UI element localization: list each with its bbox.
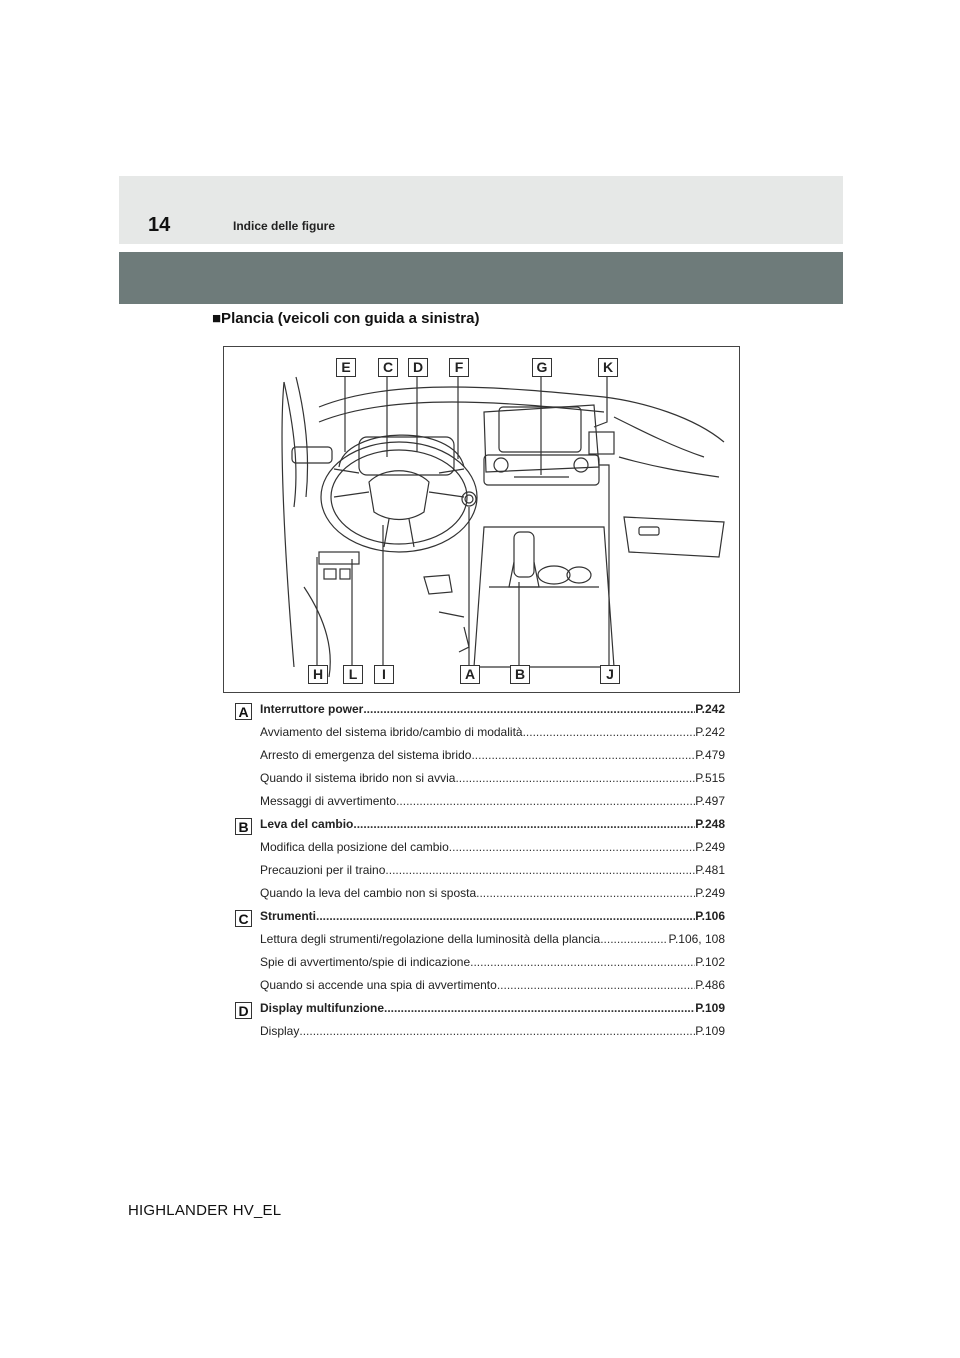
entry-sub-row bbox=[260, 794, 725, 817]
callout-D: D bbox=[408, 358, 428, 377]
entry-sub-row bbox=[260, 863, 725, 886]
entry-page-ref[interactable]: P.106, 108 bbox=[668, 932, 725, 946]
entry-page-ref[interactable]: P.242 bbox=[695, 725, 725, 739]
entry-group bbox=[235, 817, 725, 909]
entry-sub-row bbox=[260, 886, 725, 909]
entry-text: Quando la leva del cambio non si sposta bbox=[260, 886, 477, 900]
entry-group bbox=[235, 702, 725, 817]
leader-dots bbox=[353, 817, 695, 831]
entry-text: Leva del cambio bbox=[260, 817, 354, 831]
entry-key-label: A bbox=[235, 703, 252, 720]
entry-text: Quando il sistema ibrido non si avvia bbox=[260, 771, 456, 785]
leader-dots bbox=[299, 1024, 695, 1038]
entry-page-ref[interactable]: P.515 bbox=[695, 771, 725, 785]
entry-text: Precauzioni per il traino bbox=[260, 863, 386, 877]
entry-text: Lettura degli strumenti/regolazione della luminosità della plancia bbox=[260, 932, 601, 946]
entry-sub-row bbox=[260, 840, 725, 863]
leader-dots bbox=[316, 909, 695, 923]
entry-page-ref[interactable]: P.242 bbox=[695, 702, 725, 716]
entry-text: Spie di avvertimento/spie di indicazione bbox=[260, 955, 471, 969]
callout-L: L bbox=[343, 665, 363, 684]
entry-page-ref[interactable]: P.249 bbox=[695, 886, 725, 900]
entry-text: Display bbox=[260, 1024, 300, 1038]
entry-sub-row bbox=[260, 1024, 725, 1047]
dashboard-illustration bbox=[223, 346, 740, 693]
leader-dots bbox=[396, 794, 695, 808]
entry-sub-row bbox=[260, 955, 725, 978]
entry-sub-row bbox=[260, 978, 725, 1001]
leader-dots bbox=[497, 978, 695, 992]
callout-B: B bbox=[510, 665, 530, 684]
leader-dots bbox=[384, 1001, 695, 1015]
header-dark-band bbox=[119, 252, 843, 304]
entry-main-row bbox=[260, 817, 725, 840]
entry-sub-row bbox=[260, 725, 725, 748]
entry-main-row bbox=[260, 702, 725, 725]
header-title: Indice delle figure bbox=[233, 219, 336, 233]
leader-dots bbox=[385, 863, 695, 877]
callout-A: A bbox=[460, 665, 480, 684]
callout-C: C bbox=[378, 358, 398, 377]
entry-page-ref[interactable]: P.249 bbox=[695, 840, 725, 854]
leader-dots bbox=[363, 702, 695, 716]
entry-text: Avviamento del sistema ibrido/cambio di modalità bbox=[260, 725, 523, 739]
entry-main-row bbox=[260, 909, 725, 932]
entry-text: Modifica della posizione del cambio bbox=[260, 840, 449, 854]
entries-list bbox=[235, 702, 725, 1047]
leader-dots bbox=[470, 955, 695, 969]
leader-dots bbox=[523, 725, 696, 739]
entry-text: Quando si accende una spia di avvertimento bbox=[260, 978, 497, 992]
leader-dots bbox=[471, 748, 695, 762]
callout-I: I bbox=[374, 665, 394, 684]
entry-page-ref[interactable]: P.109 bbox=[695, 1024, 725, 1038]
entry-text: Display multifunzione bbox=[260, 1001, 385, 1015]
entry-page-ref[interactable]: P.481 bbox=[695, 863, 725, 877]
entry-sub-row bbox=[260, 771, 725, 794]
entry-page-ref[interactable]: P.109 bbox=[695, 1001, 725, 1015]
entry-key-label: B bbox=[235, 818, 252, 835]
leader-dots bbox=[476, 886, 695, 900]
entry-page-ref[interactable]: P.479 bbox=[695, 748, 725, 762]
entry-group bbox=[235, 909, 725, 1001]
entry-key-label: D bbox=[235, 1002, 252, 1019]
entry-text: Interruttore power bbox=[260, 702, 364, 716]
entry-main-row bbox=[260, 1001, 725, 1024]
entry-page-ref[interactable]: P.248 bbox=[695, 817, 725, 831]
page-number: 14 bbox=[148, 214, 171, 236]
entry-sub-row bbox=[260, 932, 725, 955]
leader-dots bbox=[449, 840, 695, 854]
callout-F: F bbox=[449, 358, 469, 377]
entry-text: Strumenti bbox=[260, 909, 317, 923]
footer-model: HIGHLANDER HV_EL bbox=[128, 1202, 282, 1219]
callout-J: J bbox=[600, 665, 620, 684]
entry-text: Arresto di emergenza del sistema ibrido bbox=[260, 748, 472, 762]
header-band bbox=[119, 176, 843, 244]
entry-page-ref[interactable]: P.486 bbox=[695, 978, 725, 992]
entry-page-ref[interactable]: P.102 bbox=[695, 955, 725, 969]
callout-E: E bbox=[336, 358, 356, 377]
callout-K: K bbox=[598, 358, 618, 377]
callout-G: G bbox=[532, 358, 552, 377]
entry-sub-row bbox=[260, 748, 725, 771]
entry-page-ref[interactable]: P.497 bbox=[695, 794, 725, 808]
entry-text: Messaggi di avvertimento bbox=[260, 794, 397, 808]
entry-page-ref[interactable]: P.106 bbox=[695, 909, 725, 923]
leader-dots bbox=[455, 771, 695, 785]
leader-dots bbox=[600, 932, 668, 946]
entry-group bbox=[235, 1001, 725, 1047]
entry-key-label: C bbox=[235, 910, 252, 927]
section-title: ■Plancia (veicoli con guida a sinistra) bbox=[212, 310, 480, 327]
callout-H: H bbox=[308, 665, 328, 684]
